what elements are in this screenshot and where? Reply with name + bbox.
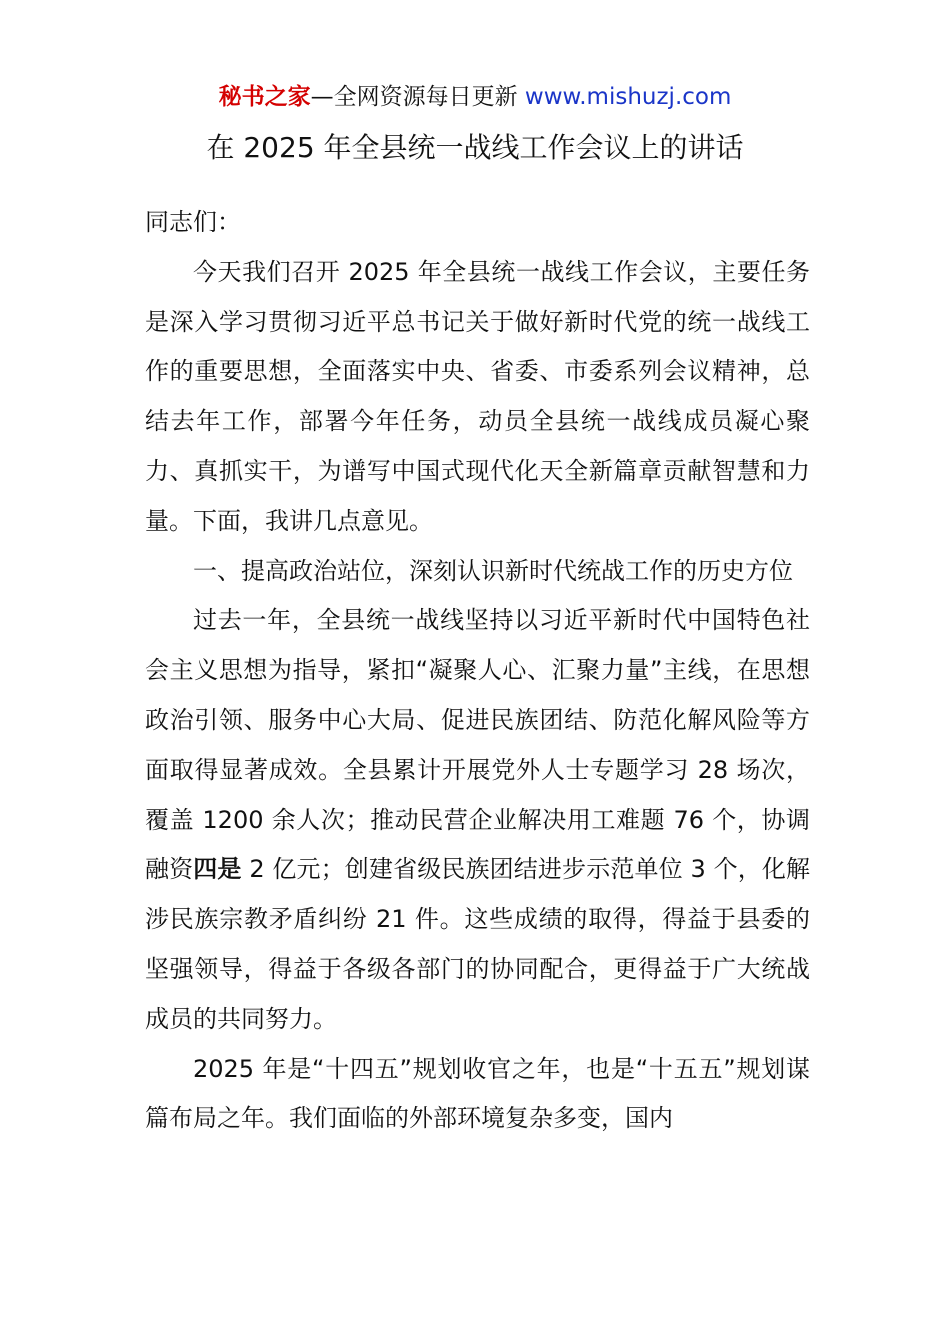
- document-title: 在 2025 年全县统一战线工作会议上的讲话: [206, 131, 744, 164]
- paragraph-intro: 今天我们召开 2025 年全县统一战线工作会议，主要任务是深入学习贯彻习近平总书记关于做好新时代党的统一战线工作的重要思想，全面落实中央、省委、市委系列会议精神，总结去年工作，部署今年任务，动员全县统一战线成员凝心聚力、真抓实干，为谱写中国式现代化天全新篇章贡献智慧和力量。下面，我讲几点意见。: [145, 257, 810, 535]
- paragraph-text: 过去一年，全县统一战线坚持以习近平新时代中国特色社会主义思想为指导，紧扣“凝聚人心、汇聚力量”主线，在思想政治引领、服务中心大局、促进民族团结、防范化解风险等方面取得显著成效。全县累计开展党外人士专题学习 28 场次，覆盖 1200 余人次；推动民营企业解决用工难题 76 个，协调融资: [145, 606, 810, 884]
- section-heading-1: 一、提高政治站位，深刻认识新时代统战工作的历史方位: [193, 556, 793, 585]
- paragraph-achievements: [145, 596, 810, 1044]
- salutation: 同志们：: [145, 208, 241, 236]
- brand-name: 秘书之家: [218, 84, 311, 110]
- site-header: [0, 80, 950, 114]
- document-body: [145, 198, 810, 1144]
- paragraph-text: 2 亿元；创建省级民族团结进步示范单位 3 个，化解涉民族宗教矛盾纠纷 21 件。这些成绩的取得，得益于县委的坚强领导，得益于各级各部门的协同配合，更得益于广大统战成员的共同努力。: [145, 855, 810, 1033]
- site-url-link[interactable]: www.mishuzj.com: [524, 84, 732, 110]
- paragraph-outlook: 2025 年是“十四五”规划收官之年，也是“十五五”规划谋篇布局之年。我们面临的外部环境复杂多变，国内: [145, 1054, 810, 1133]
- header-tagline: —全网资源每日更新: [310, 84, 525, 110]
- bold-phrase: 四是: [193, 855, 242, 884]
